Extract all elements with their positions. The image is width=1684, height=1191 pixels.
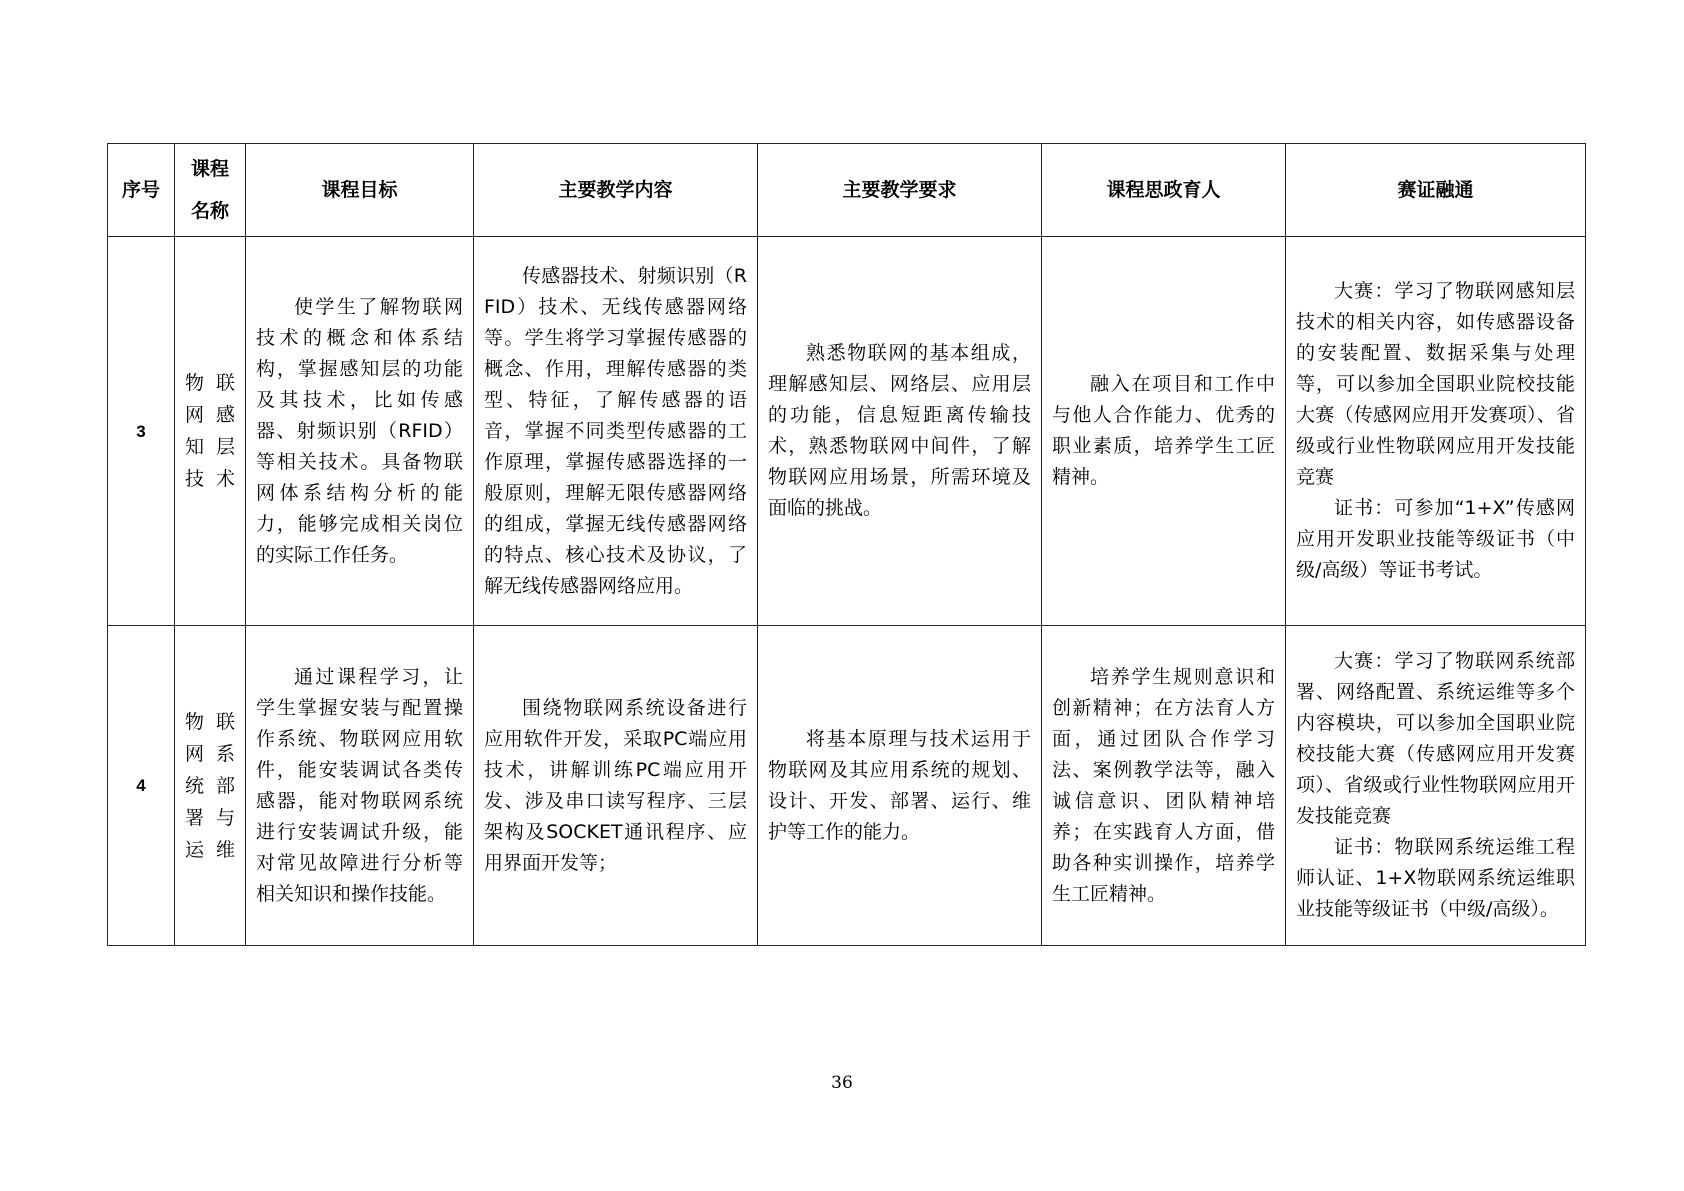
course-name-line: 物联 xyxy=(185,372,235,394)
course-name-line: 物联 xyxy=(185,710,235,733)
cert-competition: 大赛：学习了物联网系统部署、网络配置、系统运维等多个内容模块，可以参加全国职业院校技能大赛（传感网应用开发赛项）、省级或行业性物联网应用开发技能竞赛 xyxy=(1296,650,1575,827)
row-course-name xyxy=(175,237,246,626)
course-name-line: 技术 xyxy=(185,468,235,490)
course-name-line: 知层 xyxy=(185,436,235,458)
header-requirement: 主要教学要求 xyxy=(758,144,1042,237)
table-row xyxy=(108,626,1586,946)
row-seq: 4 xyxy=(108,626,175,946)
row-objective: 通过课程学习，让学生掌握安装与配置操作系统、物联网应用软件，能安装调试各类传感器，能对物联网系统进行安装调试升级，能对常见故障进行分析等相关知识和操作技能。 xyxy=(246,626,474,946)
row-content: 传感器技术、射频识别（RFID）技术、无线传感器网络等。学生将学习掌握传感器的概念、作用，理解传感器的类型、特征，了解传感器的语音，掌握不同类型传感器的工作原理，掌握传感器选择的一般原则，理解无限传感器网络的组成，掌握无线传感器网络的特点、核心技术及协议，了解无线传感器网络应用。 xyxy=(474,237,758,626)
row-ideology: 培养学生规则意识和创新精神；在方法育人方面，通过团队合作学习法、案例教学法等，融入诚信意识、团队精神培养；在实践育人方面，借助各种实训操作，培养学生工匠精神。 xyxy=(1042,626,1286,946)
row-content: 围绕物联网系统设备进行应用软件开发，采取PC端应用技术，讲解训练PC端应用开发、涉及串口读写程序、三层架构及SOCKET通讯程序、应用界面开发等； xyxy=(474,626,758,946)
header-ideology: 课程思政育人 xyxy=(1042,144,1286,237)
header-objective: 课程目标 xyxy=(246,144,474,237)
course-name-line: 网系 xyxy=(185,742,235,765)
header-course-name-line1: 课程 xyxy=(190,158,229,180)
header-content: 主要教学内容 xyxy=(474,144,758,237)
header-certification: 赛证融通 xyxy=(1286,144,1586,237)
row-requirement: 熟悉物联网的基本组成，理解感知层、网络层、应用层的功能，信息短距离传输技术，熟悉物联网中间件，了解物联网应用场景，所需环境及面临的挑战。 xyxy=(758,237,1042,626)
page-number: 36 xyxy=(831,1073,853,1093)
row-ideology: 融入在项目和工作中与他人合作能力、优秀的职业素质，培养学生工匠精神。 xyxy=(1042,237,1286,626)
cert-certificate: 证书：可参加“1+X”传感网应用开发职业技能等级证书（中级/高级）等证书考试。 xyxy=(1296,497,1575,581)
row-requirement: 将基本原理与技术运用于物联网及其应用系统的规划、设计、开发、部署、运行、维护等工作的能力。 xyxy=(758,626,1042,946)
row-objective: 使学生了解物联网技术的概念和体系结构，掌握感知层的功能及其技术，比如传感器、射频识别（RFID）等相关技术。具备物联网体系结构分析的能力，能够完成相关岗位的实际工作任务。 xyxy=(246,237,474,626)
row-seq: 3 xyxy=(108,237,175,626)
cert-certificate: 证书：物联网系统运维工程师认证、1+X物联网系统运维职业技能等级证书（中级/高级）。 xyxy=(1296,836,1575,920)
header-seq: 序号 xyxy=(108,144,175,237)
course-name-line: 署与 xyxy=(185,806,235,829)
header-course-name xyxy=(175,144,246,237)
course-name-line: 统部 xyxy=(185,774,235,797)
course-name-line: 运维 xyxy=(185,838,235,861)
row-certification xyxy=(1286,237,1586,626)
row-certification xyxy=(1286,626,1586,946)
row-course-name xyxy=(175,626,246,946)
header-row xyxy=(108,144,1586,237)
cert-competition: 大赛：学习了物联网感知层技术的相关内容，如传感器设备的安装配置、数据采集与处理等，可以参加全国职业院校技能大赛（传感网应用开发赛项）、省级或行业性物联网应用开发技能竞赛 xyxy=(1296,280,1575,488)
course-table xyxy=(107,143,1586,946)
header-course-name-line2: 名称 xyxy=(190,200,229,222)
course-name-line: 网感 xyxy=(185,404,235,426)
table-row xyxy=(108,237,1586,626)
